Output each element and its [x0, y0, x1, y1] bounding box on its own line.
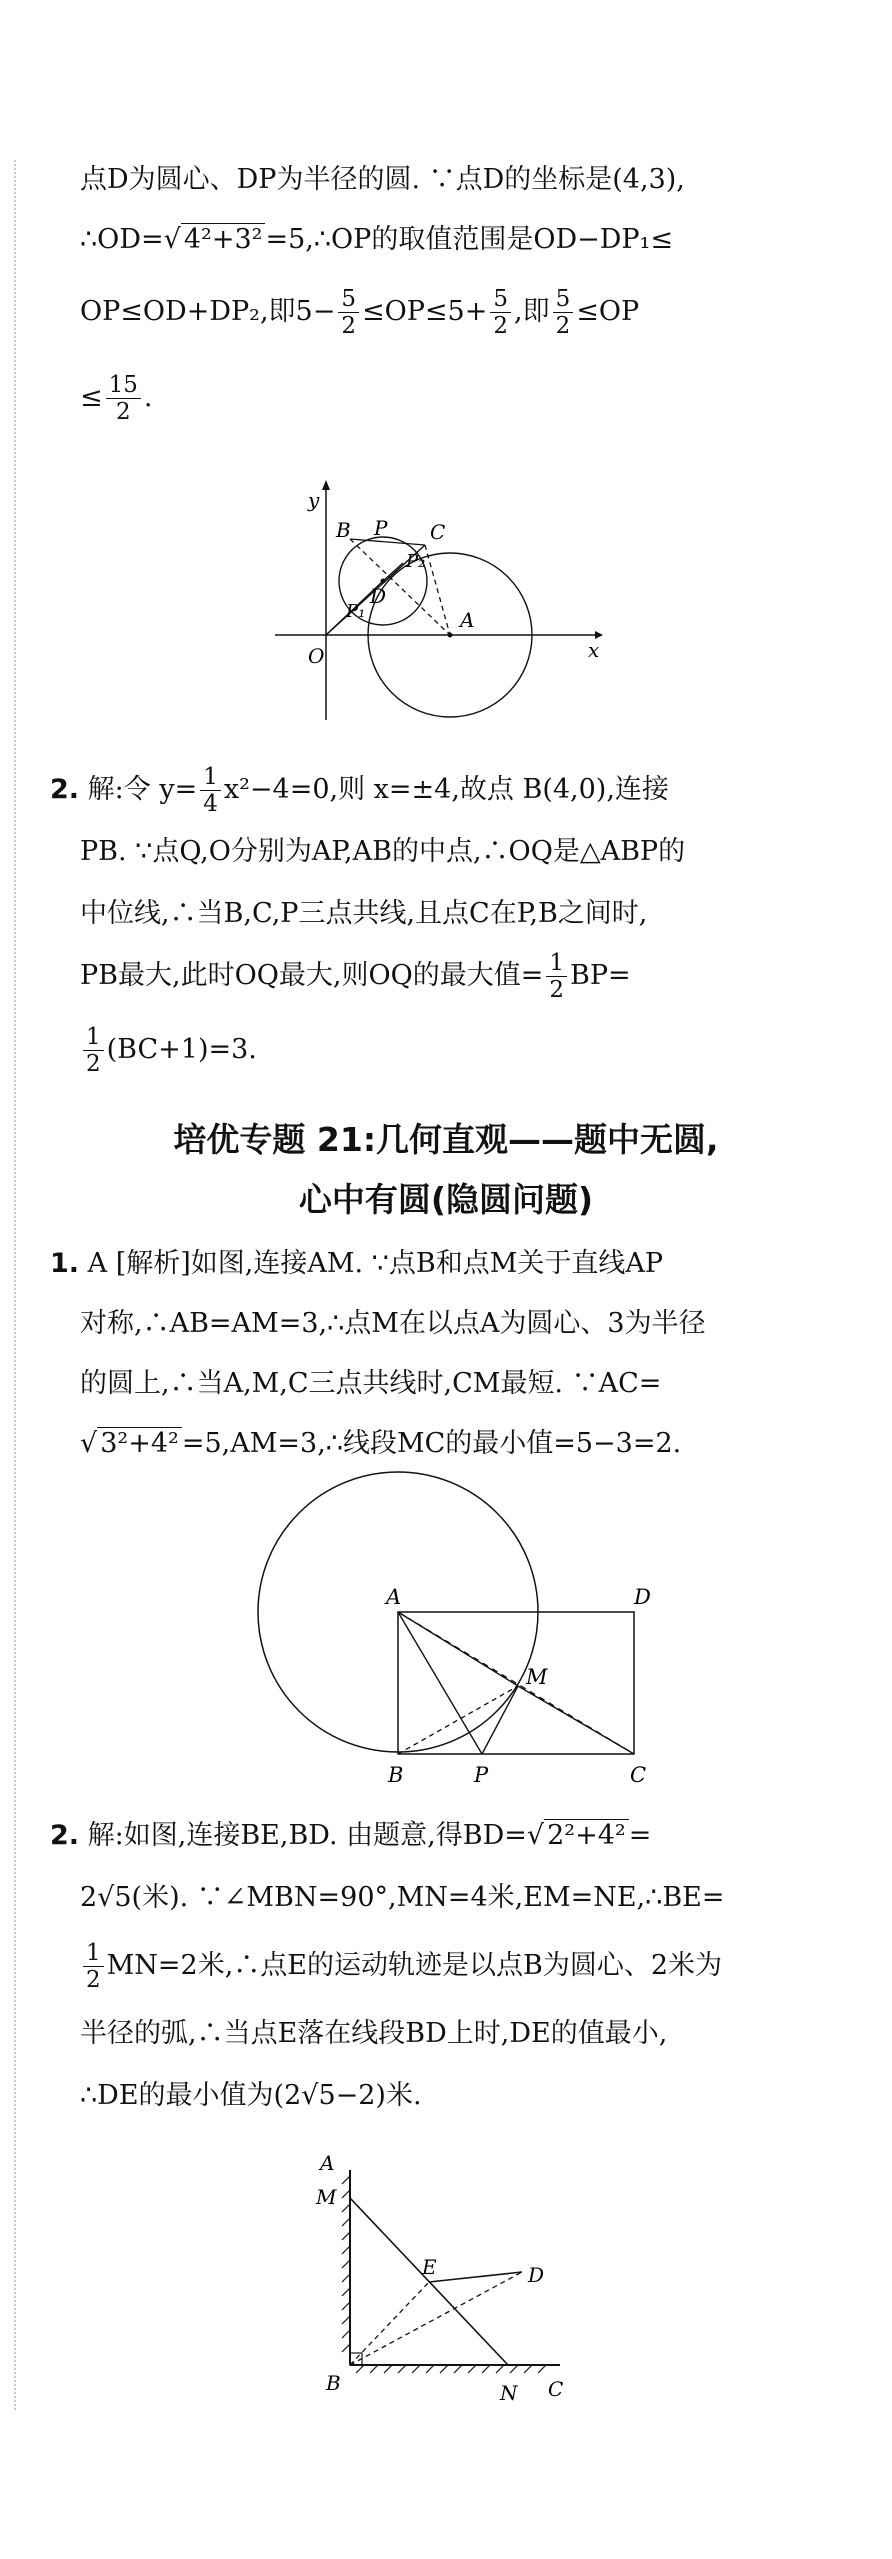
text-segment: MN=2米,∴点E的运动轨迹是以点B为圆心、2米为: [106, 1950, 723, 1981]
text-segment: 解:如图,连接BE,BD. 由题意,得BD=: [87, 1820, 527, 1851]
text-segment: 的圆上,∴当A,M,C三点共线时,CM最短. ∵AC=: [80, 1368, 662, 1399]
text-segment: 半径的弧,∴当点E落在线段BD上时,DE的值最小,: [80, 2018, 668, 2049]
fraction-1-4: $\frac{1}{4}$: [200, 764, 221, 817]
dashed-BD: [350, 2272, 522, 2365]
fraction-5-2: $\frac{5}{2}$: [338, 286, 359, 339]
label-B: B: [388, 1763, 404, 1787]
problem2a-line-5: [80, 1020, 820, 1080]
text-segment: 2√5(米). ∵∠MBN=90°,MN=4米,EM=NE,∴BE=: [80, 1882, 725, 1913]
figure-rectangle-circle: [250, 1470, 670, 1790]
fraction-5-2: $\frac{5}{2}$: [490, 286, 511, 339]
label-P1: P₁: [346, 601, 366, 622]
text-segment: ∴OD=: [80, 224, 164, 255]
wall-hatching: [342, 2176, 350, 2352]
fraction-1-2: $\frac{1}{2}$: [83, 1940, 104, 1993]
text-segment: 解:令 y=: [87, 774, 198, 805]
label-M: M: [316, 2185, 337, 2209]
problem2b-line-5: [80, 2066, 820, 2126]
text-segment: =: [628, 1820, 652, 1851]
text-segment: BP=: [569, 960, 631, 991]
label-A: A: [386, 1585, 402, 1609]
problem1b-line-4: √ 3²+4² =5,AM=3,∴线段MC的最小值=5−3=2.: [80, 1428, 682, 1459]
problem2b-line-4: [80, 2004, 820, 2064]
fraction-15-2: $\frac{15}{2}$: [106, 372, 141, 425]
label-B: B: [326, 2371, 341, 2395]
problem2a-line-1: [50, 760, 830, 820]
text-segment: 对称,∴AB=AM=3,∴点M在以点A为圆心、3为半径: [80, 1308, 706, 1339]
label-A: A: [460, 608, 475, 632]
text-segment: PB. ∵点Q,O分别为AP,AB的中点,∴OQ是△ABP的: [80, 836, 686, 867]
label-D: D: [528, 2263, 545, 2287]
label-M: M: [526, 1665, 548, 1689]
label-y: y: [308, 488, 320, 512]
text-segment: OP≤OD+DP₂,即5−: [80, 296, 336, 327]
label-O: O: [308, 644, 325, 668]
label-C: C: [548, 2377, 564, 2401]
text-segment: ∴DE的最小值为(2√5−2)米.: [80, 2080, 422, 2111]
problem2b-line-2: [80, 1868, 820, 1928]
problem1b-line-2: [80, 1294, 820, 1354]
margin-dotted-rule: [14, 160, 16, 2410]
problem-number: 2.: [50, 1820, 80, 1851]
label-P: P: [474, 1763, 489, 1787]
sqrt-expression: 3²+4²: [97, 1427, 182, 1459]
text-segment: =5,∴OP的取值范围是OD−DP₁≤: [265, 224, 673, 255]
top-line-2: ∴OD=√ 4²+3² =5,∴OP的取值范围是OD−DP₁≤: [80, 224, 673, 255]
problem2a-line-4: [80, 946, 820, 1006]
label-A: A: [320, 2151, 335, 2175]
text-segment: ≤OP: [576, 296, 640, 327]
segment-AP: [398, 1612, 482, 1754]
top-line-4: [80, 368, 820, 428]
sqrt-expression: 2²+4²: [544, 1819, 629, 1851]
text-segment: ≤OP≤5+: [362, 296, 488, 327]
segment-AM: [398, 1612, 518, 1686]
segment-DP2: [383, 563, 403, 581]
label-C: C: [430, 520, 446, 544]
top-line-3: [80, 282, 820, 342]
point-A: [448, 633, 453, 638]
text-segment: ,即: [514, 296, 550, 327]
text-segment: PB最大,此时OQ最大,则OQ的最大值=: [80, 960, 544, 991]
label-P2: P₂: [406, 551, 426, 572]
y-axis-arrow: [322, 480, 330, 490]
dashed-CA: [425, 545, 450, 635]
problem2b-line-3: [80, 1936, 820, 1996]
text-segment: 中位线,∴当B,C,P三点共线,且点C在P,B之间时,: [80, 898, 648, 929]
text-segment: .: [143, 382, 153, 413]
label-P: P: [374, 516, 388, 540]
section-title-line-1: 培优专题 21:几何直观——题中无圆,: [173, 1120, 719, 1159]
figure-ladder-wall: [310, 2140, 590, 2410]
fraction-1-2: $\frac{1}{2}$: [83, 1024, 104, 1077]
label-x: x: [588, 638, 600, 662]
text-segment: 点D为圆心、DP为半径的圆. ∵点D的坐标是(4,3),: [80, 164, 685, 195]
problem-number: 2.: [50, 774, 80, 805]
figure-coordinate-circles: [270, 475, 610, 735]
text-segment: x²−4=0,则 x=±4,故点 B(4,0),连接: [223, 774, 669, 805]
problem1b-line-3: [80, 1354, 820, 1414]
problem-number: 1.: [50, 1248, 80, 1279]
problem2a-line-2: [80, 822, 820, 882]
label-D: D: [634, 1585, 651, 1609]
text-segment: =5,AM=3,∴线段MC的最小值=5−3=2.: [181, 1428, 682, 1459]
text-segment: A [解析]如图,连接AM. ∵点B和点M关于直线AP: [87, 1248, 664, 1279]
problem2b-line-1: 2. 解:如图,连接BE,BD. 由题意,得BD=√ 2²+4² =: [50, 1820, 652, 1851]
text-segment: (BC+1)=3.: [106, 1034, 257, 1065]
label-B: B: [336, 518, 351, 542]
label-D: D: [370, 584, 387, 608]
top-line-1: [80, 150, 820, 210]
label-C: C: [630, 1763, 647, 1787]
fraction-1-2: $\frac{1}{2}$: [546, 950, 567, 1003]
sqrt-expression: 4²+3²: [181, 223, 266, 255]
text-segment: ≤: [80, 382, 103, 413]
problem1b-line-1: [50, 1234, 830, 1294]
segment-MC: [518, 1686, 634, 1754]
point-D: [381, 579, 386, 584]
segment-ED: [429, 2272, 522, 2282]
section-title-line-2: 心中有圆(隐圆问题): [298, 1180, 594, 1219]
label-N: N: [500, 2381, 518, 2405]
ground-hatching: [356, 2365, 546, 2373]
fraction-5-2: $\frac{5}{2}$: [553, 286, 574, 339]
label-E: E: [422, 2255, 437, 2279]
problem2a-line-3: [80, 884, 820, 944]
